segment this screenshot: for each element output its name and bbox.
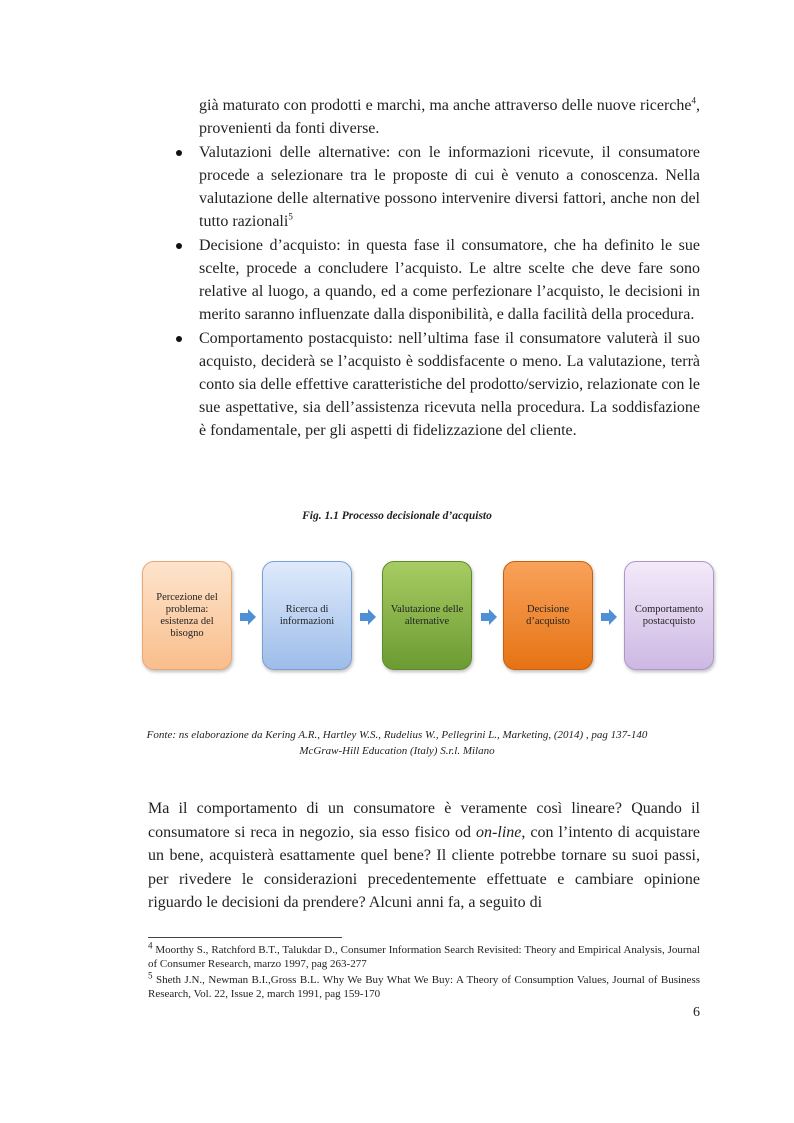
step-box-percezione — [142, 561, 232, 670]
step-box-valutazione — [382, 561, 472, 670]
footnote-ref-5: 5 — [288, 211, 293, 222]
arrow-right-icon — [601, 609, 617, 625]
footnote-mark: 4 — [148, 940, 153, 951]
figure-source — [0, 727, 794, 759]
paragraph-emphasis: on-line — [476, 823, 522, 841]
bullet-item-decisione — [176, 234, 700, 326]
continuation-end-text: , provenienti da fonti diverse. — [199, 97, 700, 137]
bullet-item-valutazioni — [176, 141, 700, 233]
footnote-text: Sheth J.N., Newman B.I.,Gross B.L. Why We Buy What We Buy: A Theory of Consumption Values, Journal of Business Research, Vol. 22, Issue 2, march 1991, pag 159-170 — [148, 974, 700, 1000]
arrow-right-icon — [240, 609, 256, 625]
paragraph-text: Ma il comportamento di un consumatore è veramente così lineare? Quando il consumatore si reca in negozio, sia esso fisico od — [148, 800, 700, 841]
step-box-comportamento — [624, 561, 714, 670]
bullet-dot-icon — [176, 336, 182, 342]
footnotes — [148, 940, 700, 1003]
footnote-divider — [148, 937, 342, 938]
step-label: Valutazione delle alternative — [390, 603, 464, 627]
body-paragraph — [148, 797, 700, 915]
bullet-text: Decisione d’acquisto: in questa fase il consumatore, che ha definito le sue scelte, procede a concludere l’acquisto. Le altre scelte che deve fare sono relative al luogo, a quando, ed a come perfezionare l’acquisto, le decisioni in merito saranno influenzate dalla disponibilità, e dalla facilità della procedura. — [199, 237, 700, 323]
source-line-1: Fonte: ns elaborazione da Kering A.R., Hartley W.S., Rudelius W., Pellegrini L., Marketing, (2014) , pag 137-140 — [146, 729, 648, 741]
footnote-5 — [148, 970, 700, 1001]
footnote-text: Moorthy S., Ratchford B.T., Talukdar D., Consumer Information Search Revisited: Theory and Empirical Analysis, Journal of Consumer Research, marzo 1997, pag 263-277 — [148, 944, 700, 970]
page-number: 6 — [693, 1005, 700, 1020]
paragraph-text: , con l’intento di acquistare un bene, acquisterà esattamente quel bene? Il cliente potrebbe tornare su suoi passi, per rivedere le considerazioni precedentemente effettuate e cambiare opinione riguardo le decisioni da prendere? Alcuni anni fa, a seguito di — [148, 823, 700, 911]
step-label: Percezione del problema: esistenza del bisogno — [156, 591, 218, 639]
figure-caption: Fig. 1.1 Processo decisionale d’acquisto — [302, 510, 492, 522]
bullet-continuation — [176, 94, 700, 140]
step-box-ricerca — [262, 561, 352, 670]
bullet-item-comportamento — [176, 327, 700, 442]
footnote-ref-4: 4 — [691, 95, 696, 106]
bullet-dot-icon — [176, 150, 182, 156]
footnote-mark: 5 — [148, 970, 153, 981]
bullet-list — [176, 94, 700, 443]
continuation-text: già maturato con prodotti e marchi, ma anche attraverso delle nuove ricerche — [199, 97, 692, 114]
step-label: Decisione d’acquisto — [526, 603, 570, 627]
footnote-4 — [148, 940, 700, 971]
arrow-right-icon — [360, 609, 376, 625]
source-line-2: McGraw-Hill Education (Italy) S.r.l. Milano — [299, 745, 495, 757]
process-diagram — [142, 561, 716, 672]
step-label: Ricerca di informazioni — [279, 603, 335, 627]
bullet-text: Comportamento postacquisto: nell’ultima fase il consumatore valuterà il suo acquisto, deciderà se l’acquisto è soddisfacente o meno. La valutazione, terrà conto sia delle effettive caratteristiche del prodotto/servizio, relazionate con le sue aspettative, sia dell’assistenza ricevuta nella procedura. La soddisfazione è fondamentale, per gli aspetti di fidelizzazione del cliente. — [199, 330, 700, 439]
bullet-text: Valutazioni delle alternative: con le informazioni ricevute, il consumatore procede a selezionare tra le proposte di cui è venuto a conoscenza. Nella valutazione delle alternative possono intervenire diversi fattori, anche non del tutto razionali — [199, 144, 700, 230]
step-label: Comportamento postacquisto — [634, 603, 704, 627]
arrow-right-icon — [481, 609, 497, 625]
bullet-dot-icon — [176, 243, 182, 249]
step-box-decisione — [503, 561, 593, 670]
